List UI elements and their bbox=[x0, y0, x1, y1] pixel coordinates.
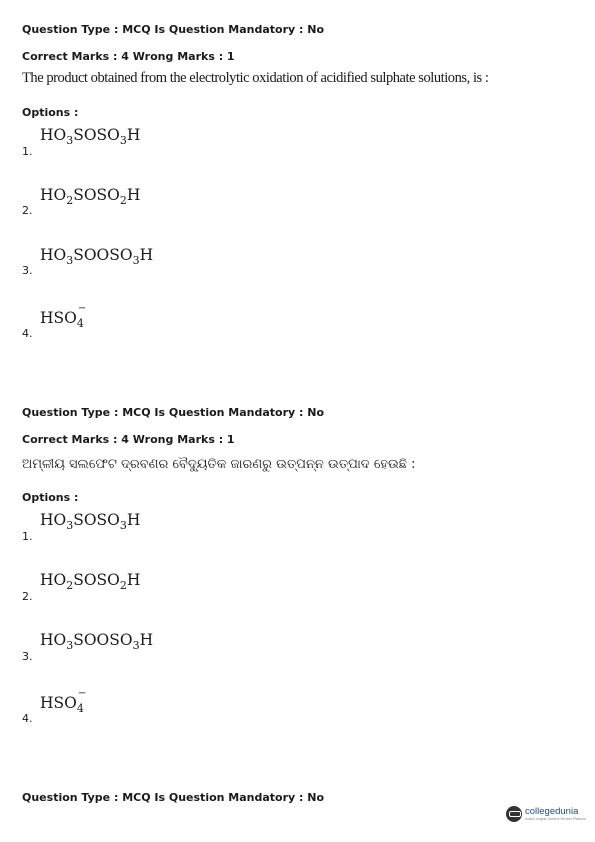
option-number: 4. bbox=[22, 712, 33, 725]
option-number: 3. bbox=[22, 264, 33, 277]
question-type-label: Question Type : MCQ Is Question Mandatory : No bbox=[22, 23, 325, 36]
option-formula: $HO_2SOSO_2H$ bbox=[40, 186, 141, 207]
option-formula: $HO_2SOSO_2H$ bbox=[40, 571, 141, 592]
collegedunia-logo bbox=[506, 806, 586, 822]
marks-label: Correct Marks : 4 Wrong Marks : 1 bbox=[22, 433, 235, 446]
option-number: 2. bbox=[22, 590, 33, 603]
options-label: Options : bbox=[22, 491, 79, 504]
option-formula: $HO_3SOSO_3H$ bbox=[40, 126, 141, 147]
option-number: 1. bbox=[22, 530, 33, 543]
option-number: 3. bbox=[22, 650, 33, 663]
option-formula: $HO_3SOSO_3H$ bbox=[40, 511, 141, 532]
question-text: ଅମ୍ଳୀୟ ସଲଫେଟ ଦ୍ରବଣର ବୈଦ୍ୟୁତିକ ଜାରଣରୁ ଉତ୍ପନ୍ନ ଉତ୍ପାଦ ହେଉଛି : bbox=[22, 457, 416, 472]
option-formula: HSO − $_4$ bbox=[40, 688, 87, 715]
option-formula: $HO_3SOOSO_3H$ bbox=[40, 246, 154, 267]
question-type-label: Question Type : MCQ Is Question Mandatory : No bbox=[22, 791, 325, 804]
option-number: 2. bbox=[22, 204, 33, 217]
option-number: 4. bbox=[22, 327, 33, 340]
option-number: 1. bbox=[22, 145, 33, 158]
logo-tagline: India's largest Student Review Platform bbox=[525, 816, 586, 821]
logo-text: collegedunia bbox=[525, 806, 579, 817]
option-formula: HSO − $_4$ bbox=[40, 303, 87, 330]
options-label: Options : bbox=[22, 106, 79, 119]
marks-label: Correct Marks : 4 Wrong Marks : 1 bbox=[22, 50, 235, 63]
question-type-label: Question Type : MCQ Is Question Mandatory : No bbox=[22, 406, 325, 419]
logo-mascot-icon bbox=[506, 806, 522, 822]
question-text: The product obtained from the electrolytic oxidation of acidified sulphate solutions, is : bbox=[22, 70, 489, 86]
option-formula: $HO_3SOOSO_3H$ bbox=[40, 631, 154, 652]
